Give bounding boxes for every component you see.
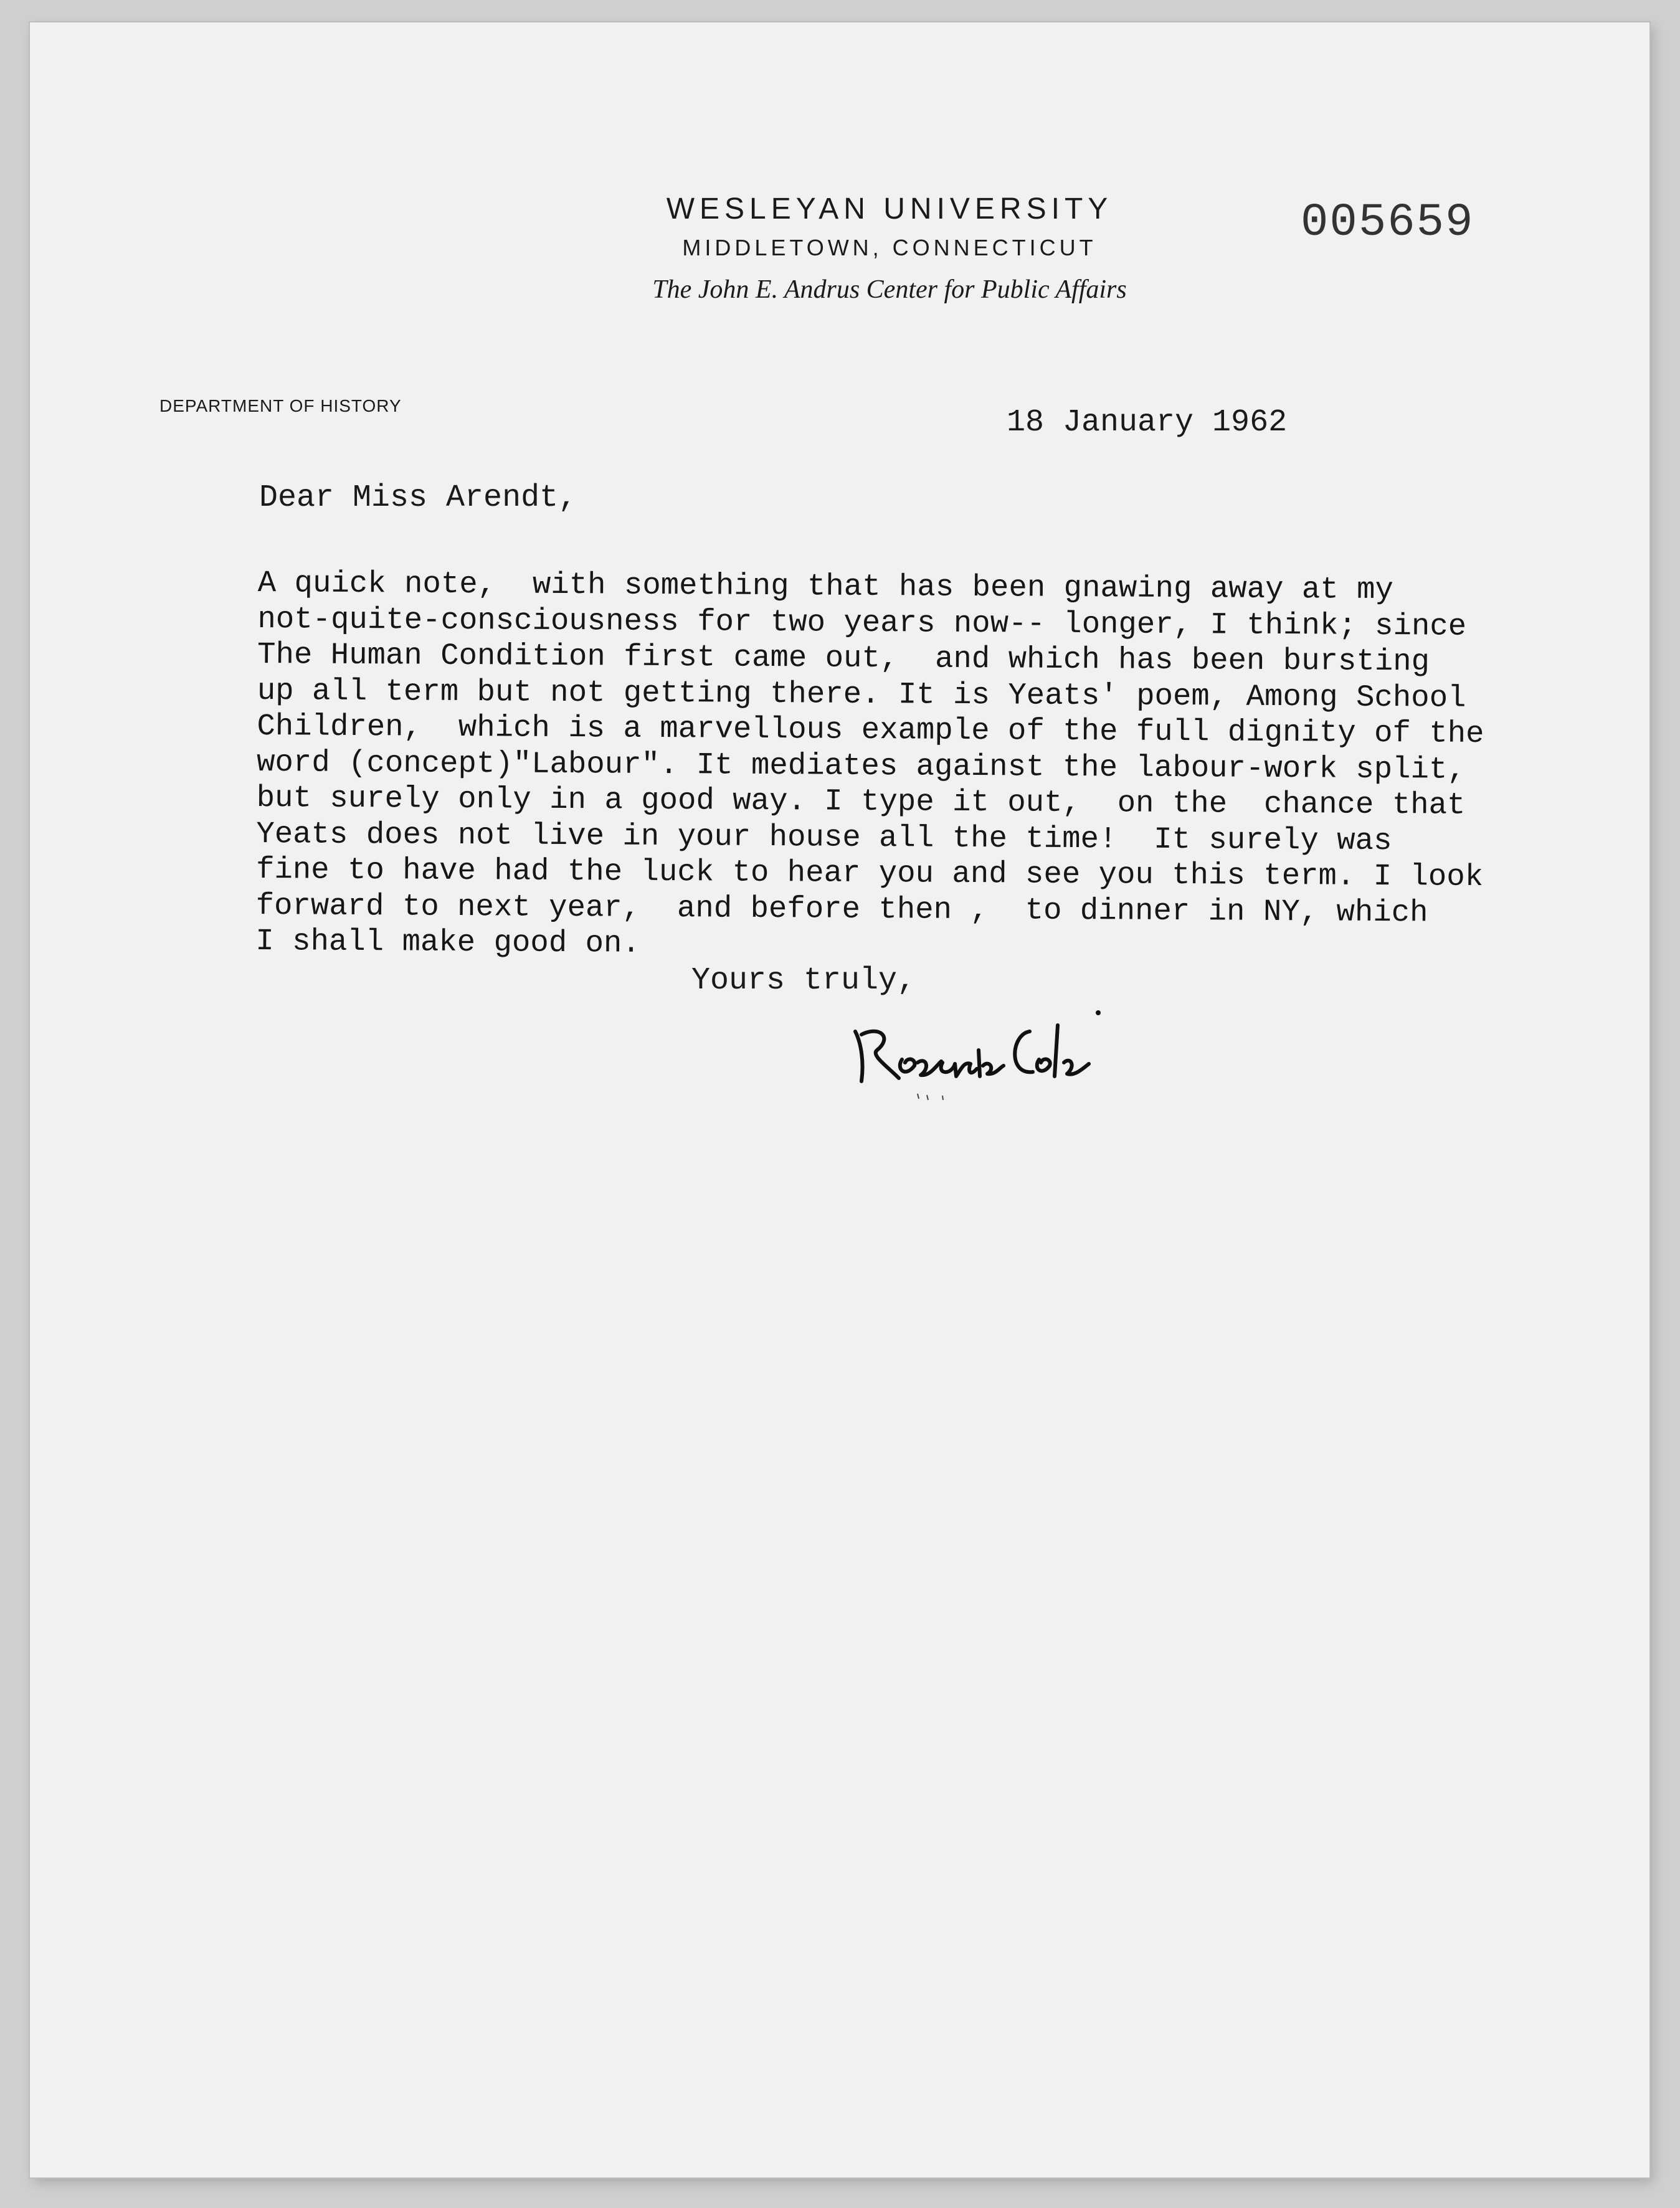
body-line: fine to have had the luck to hear you and see you this term. I look <box>255 851 1484 895</box>
institution-location: MIDDLETOWN, CONNECTICUT <box>682 235 1097 260</box>
department-label: DEPARTMENT OF HISTORY <box>159 396 402 415</box>
center-name: The John E. Andrus Center for Public Affairs <box>652 275 1127 304</box>
body-line: word (concept)"Labour". It mediates against the labour-work split, <box>256 744 1466 787</box>
body-line: A quick note, with something that has been gnawing away at my <box>257 566 1394 608</box>
closing: Yours truly, <box>691 963 916 998</box>
handwritten-signature <box>843 1007 1129 1106</box>
body-line: up all term but not getting there. It is Yeats' poem, Among School <box>257 673 1466 716</box>
archive-stamp-number: 005659 <box>1301 197 1474 249</box>
institution-name: WESLEYAN UNIVERSITY <box>666 192 1113 225</box>
body-line: Yeats does not live in your house all the time! It surely was <box>256 816 1392 858</box>
letter-page <box>30 22 1649 2177</box>
body-line: The Human Condition first came out, and which has been bursting <box>257 637 1430 680</box>
body-line: forward to next year, and before then , to dinner in NY, which <box>255 888 1428 930</box>
letter-body <box>255 566 1566 967</box>
body-line: Children, which is a marvellous example of the full dignity of the <box>257 708 1484 752</box>
letterhead <box>578 189 1201 313</box>
body-line: but surely only in a good way. I type it out, on the chance that <box>256 780 1466 823</box>
letter-date: 18 January 1962 <box>1007 405 1288 440</box>
salutation: Dear Miss Arendt, <box>259 480 577 516</box>
body-line: not-quite-consciousness for two years now-- longer, I think; since <box>257 601 1467 644</box>
body-line: I shall make good on. <box>255 923 640 961</box>
